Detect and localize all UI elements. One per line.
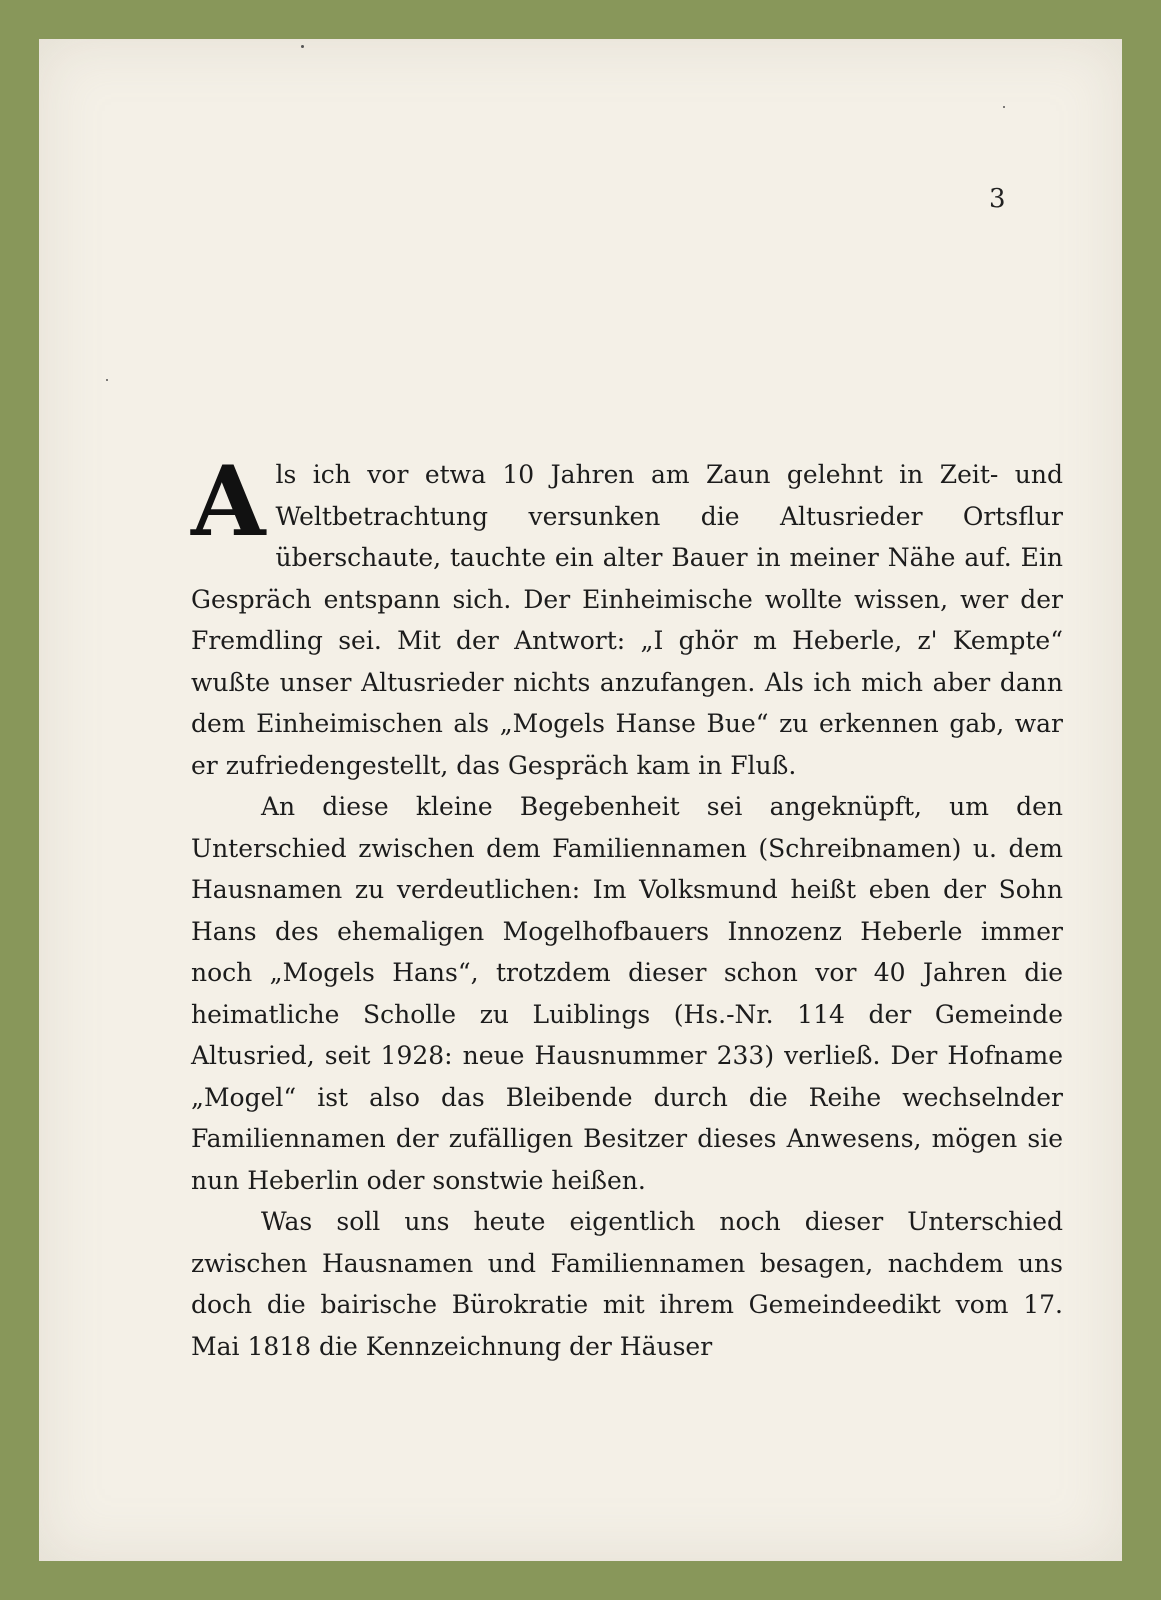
paper-speck	[301, 45, 304, 48]
paragraph-3: Was soll uns heute eigentlich noch dieser Unterschied zwischen Hausnamen und Familiennamen besagen, nachdem uns doch die bairische Bürokratie mit ihrem Gemeindeedikt vom 17. Mai 1818 die Kennzeichnung der Häuser	[191, 1207, 1063, 1361]
paper-speck	[1003, 106, 1005, 108]
body-text	[191, 445, 1063, 1367]
paragraph-1	[191, 445, 1063, 786]
page-number: 3	[989, 184, 1006, 214]
paragraph-2: An diese kleine Begebenheit sei angeknüpft, um den Unterschied zwischen dem Familiennamen (Schreibnamen) u. dem Hausnamen zu verdeutlichen: Im Volksmund heißt eben der Sohn Hans des ehemaligen Mogelhofbauers Innozenz Heberle immer noch „Mogels Hans“, trotzdem dieser schon vor 40 Jahren die heimatliche Scholle zu Luiblings (Hs.-Nr. 114 der Gemeinde Altusried, seit 1928: neue Hausnummer 233) verließ. Der Hofname „Mogel“ ist also das Bleibende durch die Reihe wechselnder Familiennamen der zufälligen Besitzer dieses Anwesens, mögen sie nun Heberlin oder sonstwie heißen.	[191, 792, 1063, 1195]
paper-speck	[106, 379, 108, 381]
book-page	[39, 39, 1122, 1561]
drop-cap: A	[191, 445, 266, 558]
paragraph-1-text: ls ich vor etwa 10 Jahren am Zaun gelehnt in Zeit- und Weltbetrachtung versunken die Altusrieder Ortsflur überschaute, tauchte ein alter Bauer in meiner Nähe auf. Ein Gespräch entspann sich. Der Einheimische wollte wissen, wer der Fremdling sei. Mit der Antwort: „I ghör m Heberle, z' Kempte“ wußte unser Altusrieder nichts anzufangen. Als ich mich aber dann dem Einheimischen als „Mogels Hanse Bue“ zu erkennen gab, war er zufriedengestellt, das Gespräch kam in Fluß.	[191, 460, 1063, 780]
